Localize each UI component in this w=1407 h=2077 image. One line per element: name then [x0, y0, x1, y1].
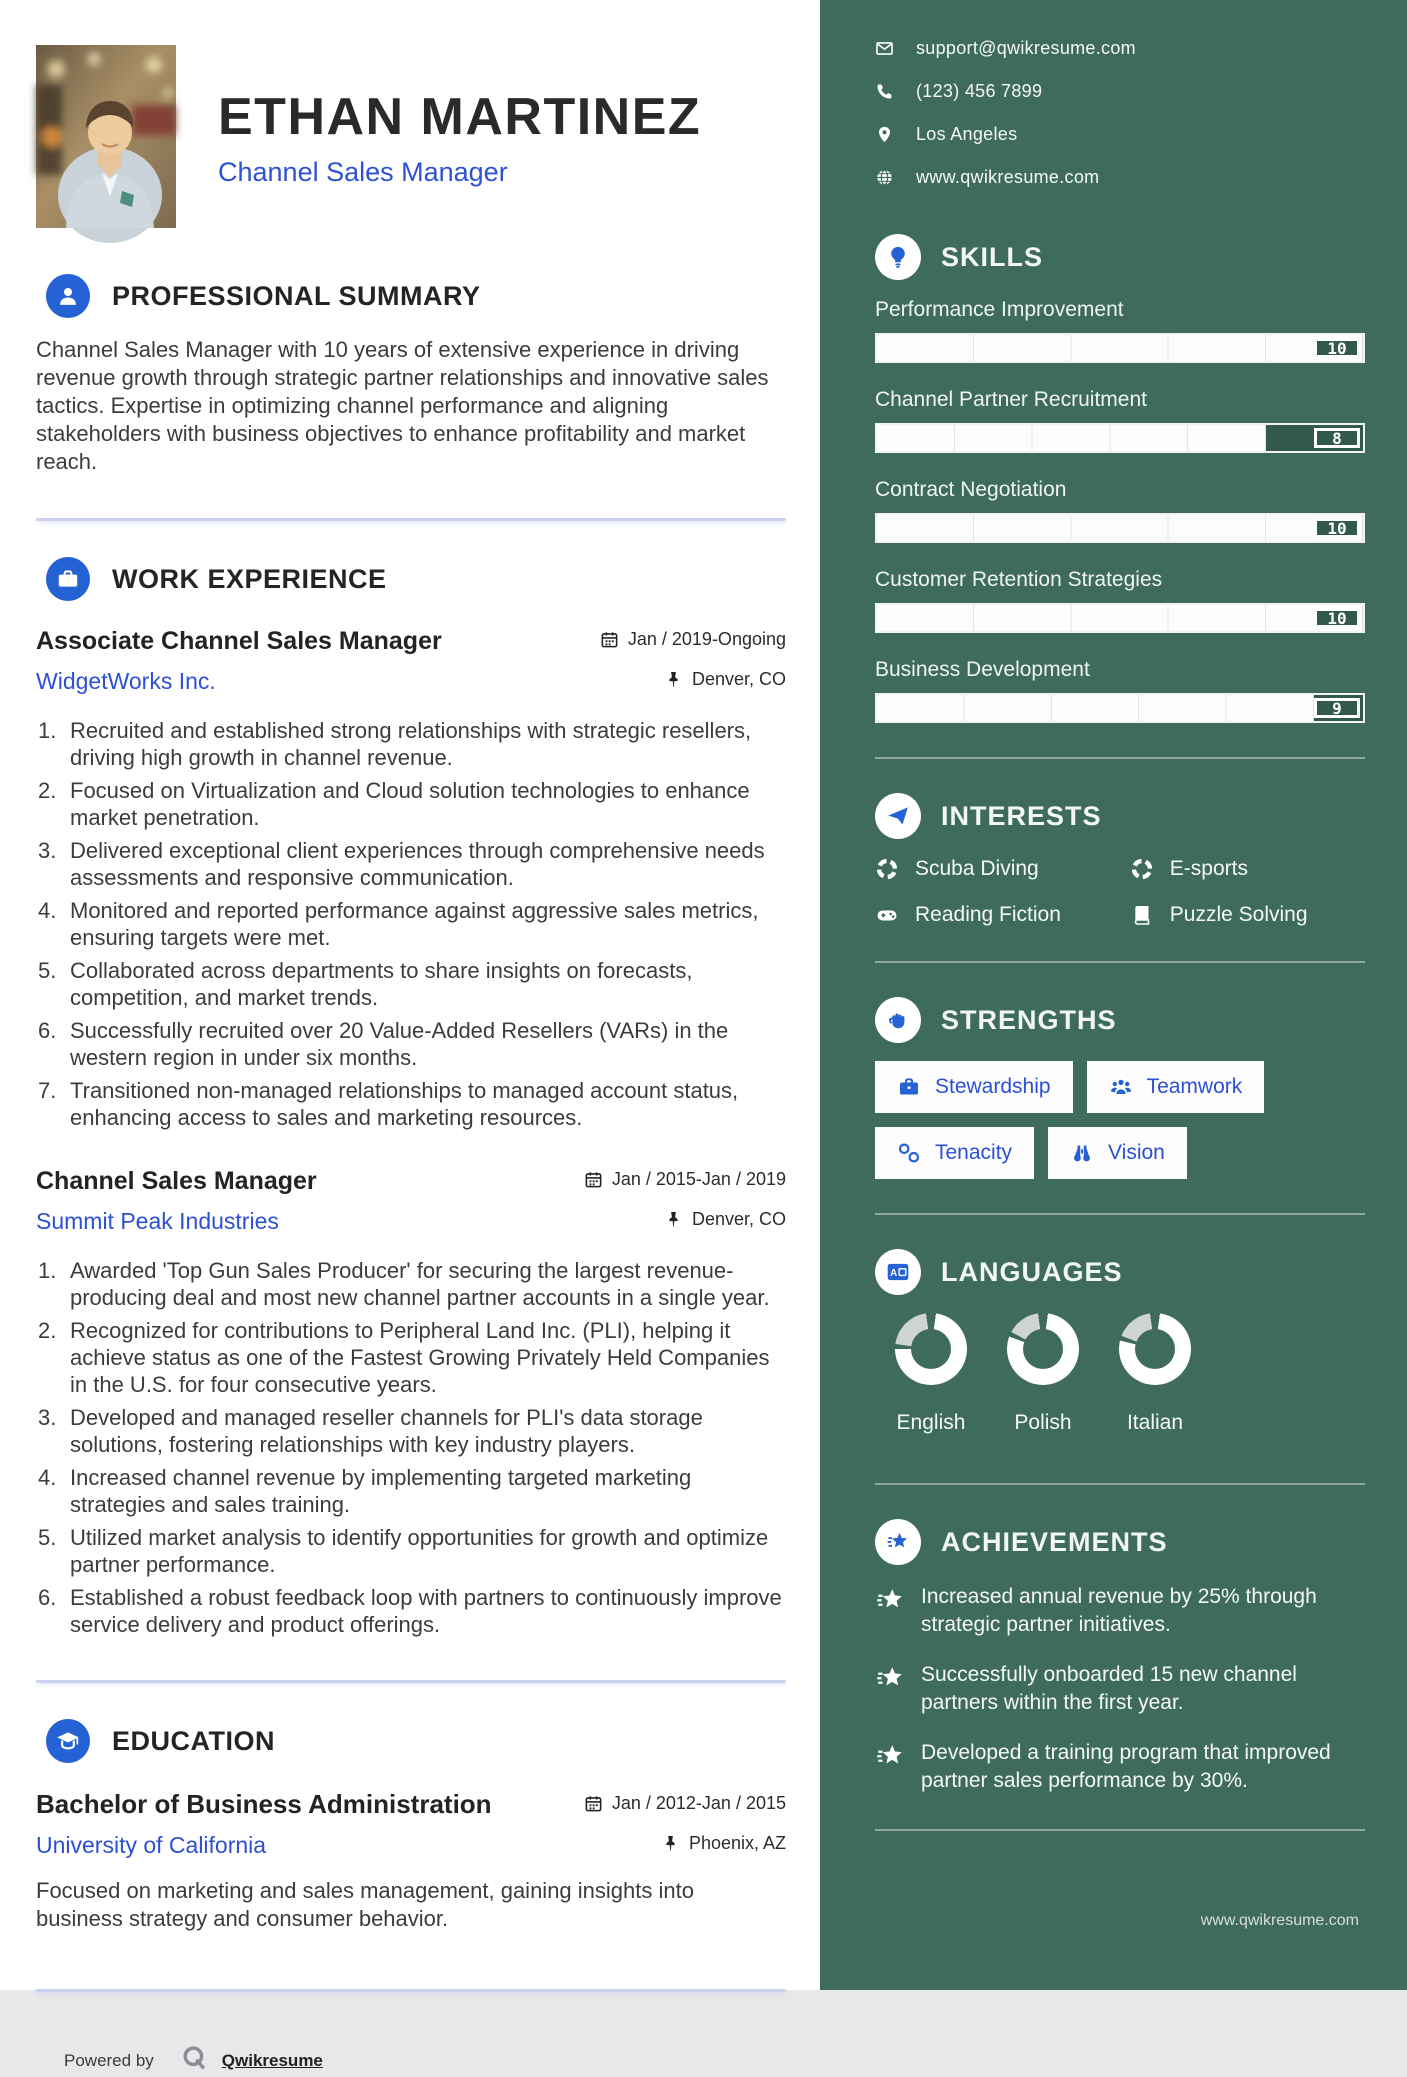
sidebar-divider — [875, 1213, 1365, 1215]
job-bullet: Developed and managed reseller channels for PLI's data storage solutions, fostering relationships with key industry players. — [70, 1405, 703, 1457]
strength-chip: Tenacity — [875, 1127, 1034, 1179]
achievements-list — [875, 1583, 1365, 1795]
skill-value: 10 — [1314, 338, 1360, 358]
interest-item: E-sports — [1130, 857, 1365, 881]
identity-header — [36, 45, 786, 228]
skill-bar — [875, 513, 1365, 543]
skill-item: Customer Retention Strategies 10 — [875, 568, 1365, 633]
star-bullet-icon — [875, 1741, 905, 1771]
pushpin-icon — [664, 1210, 683, 1229]
powered-by-label: Powered by — [64, 2050, 154, 2070]
language-item: Polish — [987, 1313, 1099, 1435]
job-entry — [36, 1167, 786, 1638]
pushpin-icon — [664, 670, 683, 689]
job-title: Channel Sales Manager — [36, 1167, 317, 1195]
skills-section-header — [875, 234, 1365, 280]
job-entry — [36, 627, 786, 1131]
globe-icon — [875, 168, 894, 187]
summary-section-header — [46, 274, 786, 318]
calendar-icon — [600, 630, 619, 649]
skill-value: 9 — [1314, 698, 1360, 718]
envelope-icon — [875, 39, 894, 58]
contact-phone[interactable]: (123) 456 7899 — [875, 81, 1365, 102]
education-location: Phoenix, AZ — [661, 1833, 786, 1854]
link-icon — [897, 1141, 921, 1165]
job-bullet: Increased channel revenue by implementing targeted marketing strategies and sales training. — [70, 1465, 692, 1517]
section-divider — [36, 1989, 786, 1992]
strength-chip: Teamwork — [1087, 1061, 1265, 1113]
sidebar-divider — [875, 961, 1365, 963]
job-bullet: Focused on Virtualization and Cloud solution technologies to enhance market penetration. — [70, 778, 750, 830]
job-bullet-list — [36, 717, 786, 1131]
skill-item: Contract Negotiation 10 — [875, 478, 1365, 543]
job-bullet: Established a robust feedback loop with partners to continuously improve service delivery and product offerings. — [70, 1585, 782, 1637]
fist-icon — [875, 997, 921, 1043]
interests-grid — [875, 857, 1365, 927]
language-donut-chart — [895, 1313, 967, 1385]
job-bullet: Utilized market analysis to identify opportunities for growth and optimize partner performance. — [70, 1525, 769, 1577]
skill-item: Business Development 9 — [875, 658, 1365, 723]
sidebar-divider — [875, 757, 1365, 759]
team-icon — [1109, 1075, 1133, 1099]
skill-value: 10 — [1314, 518, 1360, 538]
person-icon — [46, 274, 90, 318]
gamepad-icon — [875, 903, 899, 927]
languages-heading: LANGUAGES — [941, 1256, 1123, 1287]
skill-bar — [875, 423, 1365, 453]
qwikresume-link[interactable]: Qwikresume — [221, 2050, 323, 2070]
language-item: English — [875, 1313, 987, 1435]
map-pin-icon — [875, 125, 894, 144]
work-heading: WORK EXPERIENCE — [112, 563, 387, 594]
identity-text — [218, 45, 701, 188]
job-bullet: Monitored and reported performance against aggressive sales metrics, ensuring targets were met. — [70, 898, 759, 950]
job-bullet: Recognized for contributions to Peripheral Land Inc. (PLI), helping it achieve status as one of the Fastest Growing Privately Held Companies in the U.S. for four consecutive years. — [70, 1318, 770, 1397]
company-name: WidgetWorks Inc. — [36, 668, 216, 694]
summary-text: Channel Sales Manager with 10 years of extensive experience in driving revenue growth through strategic partner relationships and innovative sales tactics. Expertise in optimizing channel performance and aligning stakeholders with business objectives to enhance profitability and market reach. — [36, 337, 769, 474]
skill-item: Channel Partner Recruitment 8 — [875, 388, 1365, 453]
language-donut-chart — [1007, 1313, 1079, 1385]
achievements-section-header — [875, 1519, 1365, 1565]
language-item: Italian — [1099, 1313, 1211, 1435]
job-title: Associate Channel Sales Manager — [36, 627, 442, 655]
paper-plane-icon — [875, 793, 921, 839]
work-section-header — [46, 557, 786, 601]
job-bullet: Awarded 'Top Gun Sales Producer' for securing the largest revenue-producing deal and most new channel partner accounts in a single year. — [70, 1258, 770, 1310]
section-divider — [36, 1680, 786, 1683]
job-dates: Jan / 2019-Ongoing — [600, 629, 786, 650]
language-donut-chart — [1119, 1313, 1191, 1385]
binoculars-icon — [1070, 1141, 1094, 1165]
degree-title: Bachelor of Business Administration — [36, 1789, 492, 1819]
languages-section-header — [875, 1249, 1365, 1295]
profile-photo — [36, 45, 176, 228]
job-bullet: Recruited and established strong relationships with strategic resellers, driving high growth in channel revenue. — [70, 718, 752, 770]
calendar-icon — [584, 1794, 603, 1813]
sidebar-divider — [875, 1829, 1365, 1831]
star-bullet-icon — [875, 1663, 905, 1693]
svg-text:A: A — [890, 1267, 898, 1279]
contact-location: Los Angeles — [875, 124, 1365, 145]
footer — [64, 2044, 786, 2077]
interests-section-header — [875, 793, 1365, 839]
achievement-item: Developed a training program that improved partner sales performance by 30%. — [875, 1739, 1365, 1795]
job-bullet: Transitioned non-managed relationships to managed account status, enhancing access to sales and marketing resources. — [70, 1078, 739, 1130]
skill-bar — [875, 693, 1365, 723]
briefcase-icon — [897, 1075, 921, 1099]
achievement-item: Increased annual revenue by 25% through strategic partner initiatives. — [875, 1583, 1365, 1639]
achievements-heading: ACHIEVEMENTS — [941, 1526, 1168, 1557]
interest-item: Scuba Diving — [875, 857, 1130, 881]
calendar-icon — [584, 1170, 603, 1189]
phone-icon — [875, 82, 894, 101]
skills-heading: SKILLS — [941, 241, 1044, 272]
sidebar-divider — [875, 1483, 1365, 1485]
star-icon — [875, 1519, 921, 1565]
briefcase-icon — [46, 557, 90, 601]
job-bullet: Delivered exceptional client experiences through comprehensive needs assessments and responsive communication. — [70, 838, 765, 890]
job-bullet-list — [36, 1257, 786, 1638]
lightbulb-icon — [875, 234, 921, 280]
qwikresume-logo-icon — [180, 2044, 208, 2077]
education-description: Focused on marketing and sales management, gaining insights into business strategy and consumer behavior. — [36, 1878, 694, 1931]
skill-bar — [875, 333, 1365, 363]
education-entry — [36, 1789, 786, 1933]
education-section-header — [46, 1719, 786, 1763]
education-dates: Jan / 2012-Jan / 2015 — [584, 1793, 786, 1814]
strength-chip: Vision — [1048, 1127, 1187, 1179]
translate-icon — [875, 1249, 921, 1295]
languages-row — [875, 1313, 1365, 1435]
strength-chip: Stewardship — [875, 1061, 1073, 1113]
lifebuoy-icon — [1130, 857, 1154, 881]
interests-heading: INTERESTS — [941, 800, 1102, 831]
job-location: Denver, CO — [664, 669, 786, 690]
section-divider — [36, 518, 786, 521]
pushpin-icon — [661, 1834, 680, 1853]
school-name: University of California — [36, 1832, 267, 1858]
strengths-chips — [875, 1061, 1365, 1179]
interest-item: Puzzle Solving — [1130, 903, 1365, 927]
contact-website[interactable]: www.qwikresume.com — [875, 167, 1365, 188]
star-bullet-icon — [875, 1585, 905, 1615]
book-icon — [1130, 903, 1154, 927]
sidebar-website: www.qwikresume.com — [1200, 1912, 1359, 1929]
education-heading: EDUCATION — [112, 1725, 275, 1756]
strengths-heading: STRENGTHS — [941, 1004, 1117, 1035]
skill-value: 8 — [1314, 428, 1360, 448]
skill-item: Performance Improvement 10 — [875, 298, 1365, 363]
sidebar — [820, 0, 1407, 1990]
candidate-title: Channel Sales Manager — [218, 157, 508, 187]
job-bullet: Successfully recruited over 20 Value-Added Resellers (VARs) in the western region in under six months. — [70, 1018, 729, 1070]
skill-value: 10 — [1314, 608, 1360, 628]
candidate-name: ETHAN MARTINEZ — [218, 88, 702, 146]
strengths-section-header — [875, 997, 1365, 1043]
interest-item: Reading Fiction — [875, 903, 1130, 927]
job-dates: Jan / 2015-Jan / 2019 — [584, 1169, 786, 1190]
job-location: Denver, CO — [664, 1209, 786, 1230]
company-name: Summit Peak Industries — [36, 1208, 279, 1234]
graduation-cap-icon — [46, 1719, 90, 1763]
skill-bar — [875, 603, 1365, 633]
job-bullet: Collaborated across departments to share insights on forecasts, competition, and market trends. — [70, 958, 693, 1010]
achievement-item: Successfully onboarded 15 new channel partners within the first year. — [875, 1661, 1365, 1717]
summary-heading: PROFESSIONAL SUMMARY — [112, 280, 481, 311]
lifebuoy-icon — [875, 857, 899, 881]
contact-email[interactable]: support@qwikresume.com — [875, 38, 1365, 59]
